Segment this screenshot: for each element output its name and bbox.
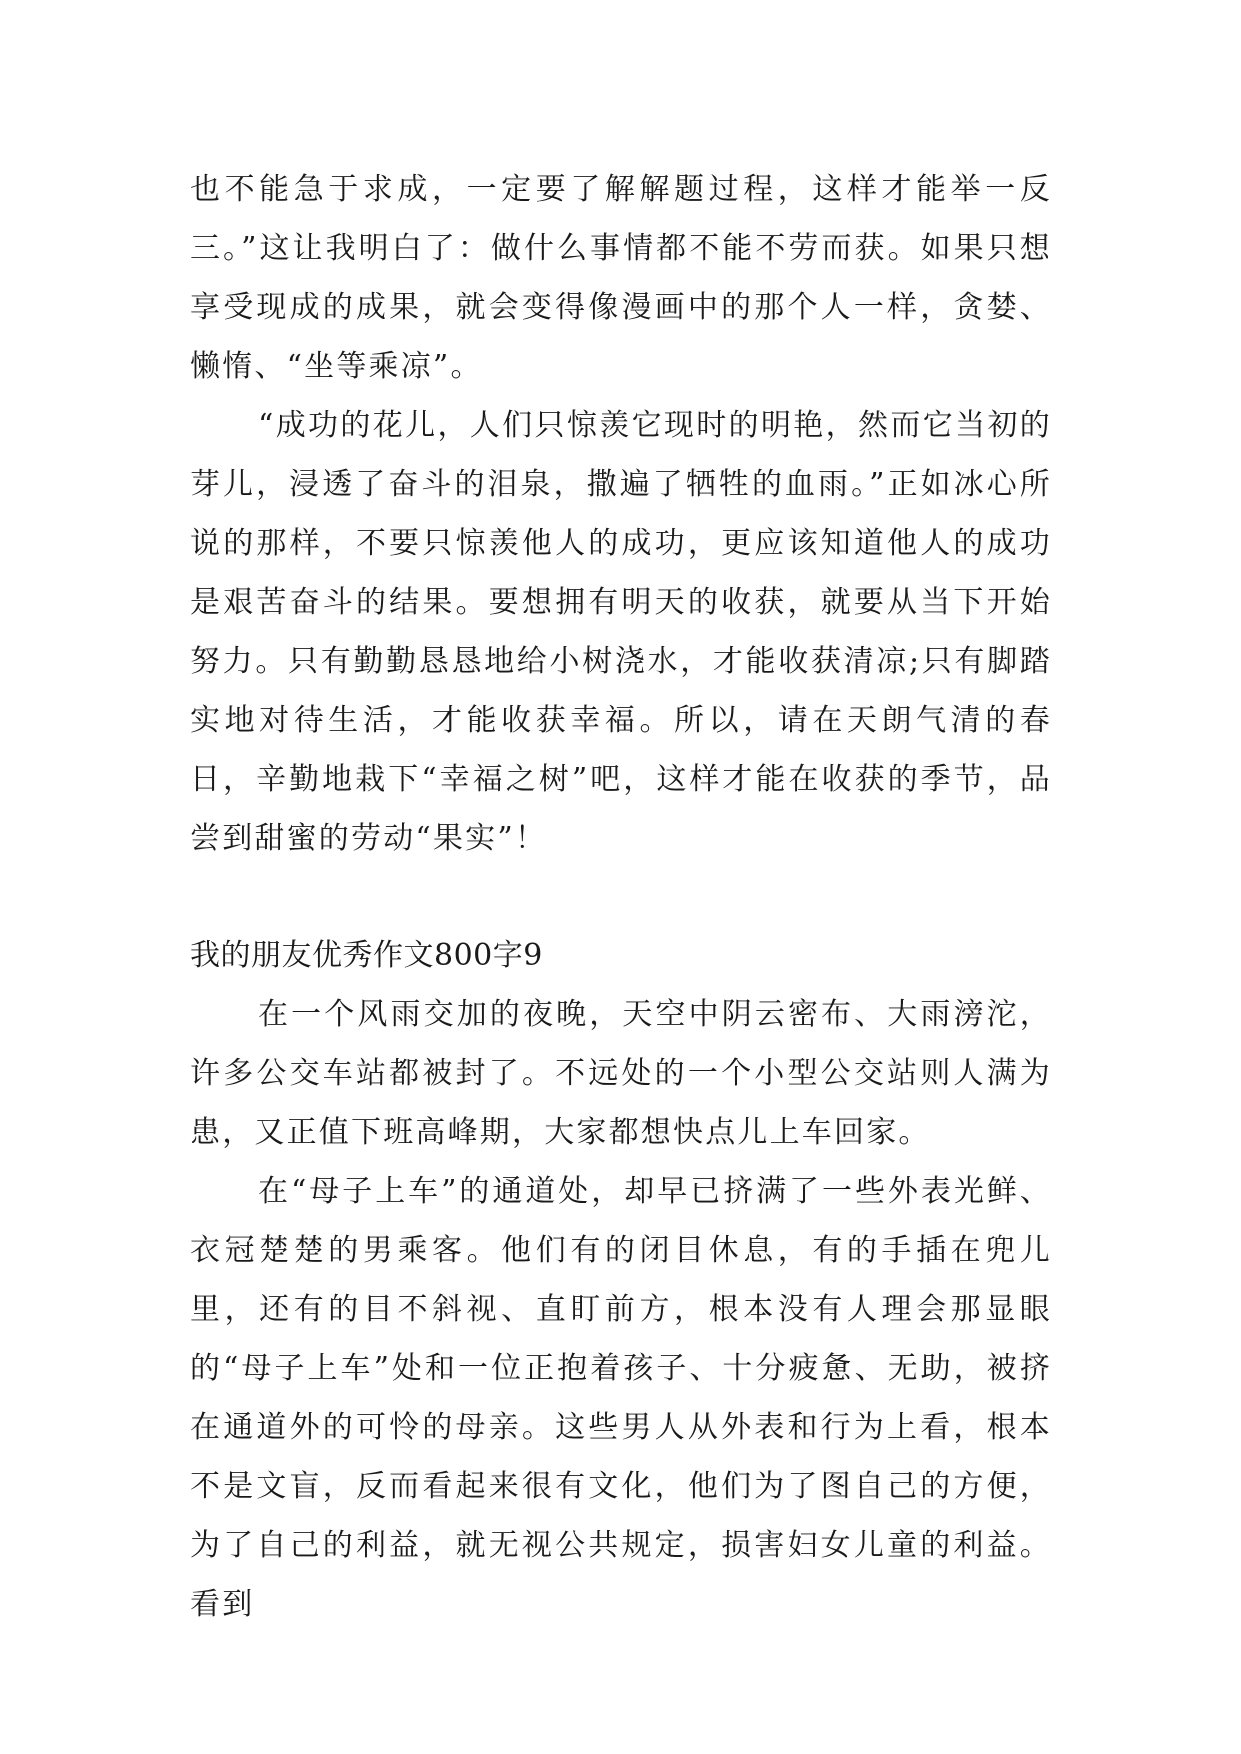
document-page <box>190 160 1052 1634</box>
section-gap <box>190 868 1052 926</box>
paragraph-2: “成功的花儿，人们只惊羡它现时的明艳，然而它当初的芽儿，浸透了奋斗的泪泉，撒遍了牺牲的血雨。”正如冰心所说的那样，不要只惊羡他人的成功，更应该知道他人的成功是艰苦奋斗的结果。要想拥有明天的收获，就要从当下开始努力。只有勤勤恳恳地给小树浇水，才能收获清凉;只有脚踏实地对待生活，才能收获幸福。所以，请在天朗气清的春日，辛勤地栽下“幸福之树”吧，这样才能在收获的季节，品尝到甜蜜的劳动“果实”！ <box>190 408 1052 856</box>
section-heading: 我的朋友优秀作文800字9 <box>190 938 543 973</box>
paragraph-3: 在一个风雨交加的夜晚，天空中阴云密布、大雨滂沱，许多公交车站都被封了。不远处的一个小型公交站则人满为患，又正值下班高峰期，大家都想快点儿上车回家。 <box>190 997 1052 1150</box>
paragraph-4: 在“母子上车”的通道处，却早已挤满了一些外表光鲜、衣冠楚楚的男乘客。他们有的闭目休息，有的手插在兜儿里，还有的目不斜视、直盯前方，根本没有人理会那显眼的“母子上车”处和一位正抱着孩子、十分疲惫、无助，被挤在通道外的可怜的母亲。这些男人从外表和行为上看，根本不是文盲，反而看起来很有文化，他们为了图自己的方便，为了自己的利益，就无视公共规定，损害妇女儿童的利益。看到 <box>190 1174 1052 1622</box>
paragraph-1: 也不能急于求成，一定要了解解题过程，这样才能举一反三。”这让我明白了：做什么事情都不能不劳而获。如果只想享受现成的成果，就会变得像漫画中的那个人一样，贪婪、懒惰、“坐等乘凉”。 <box>190 172 1052 384</box>
